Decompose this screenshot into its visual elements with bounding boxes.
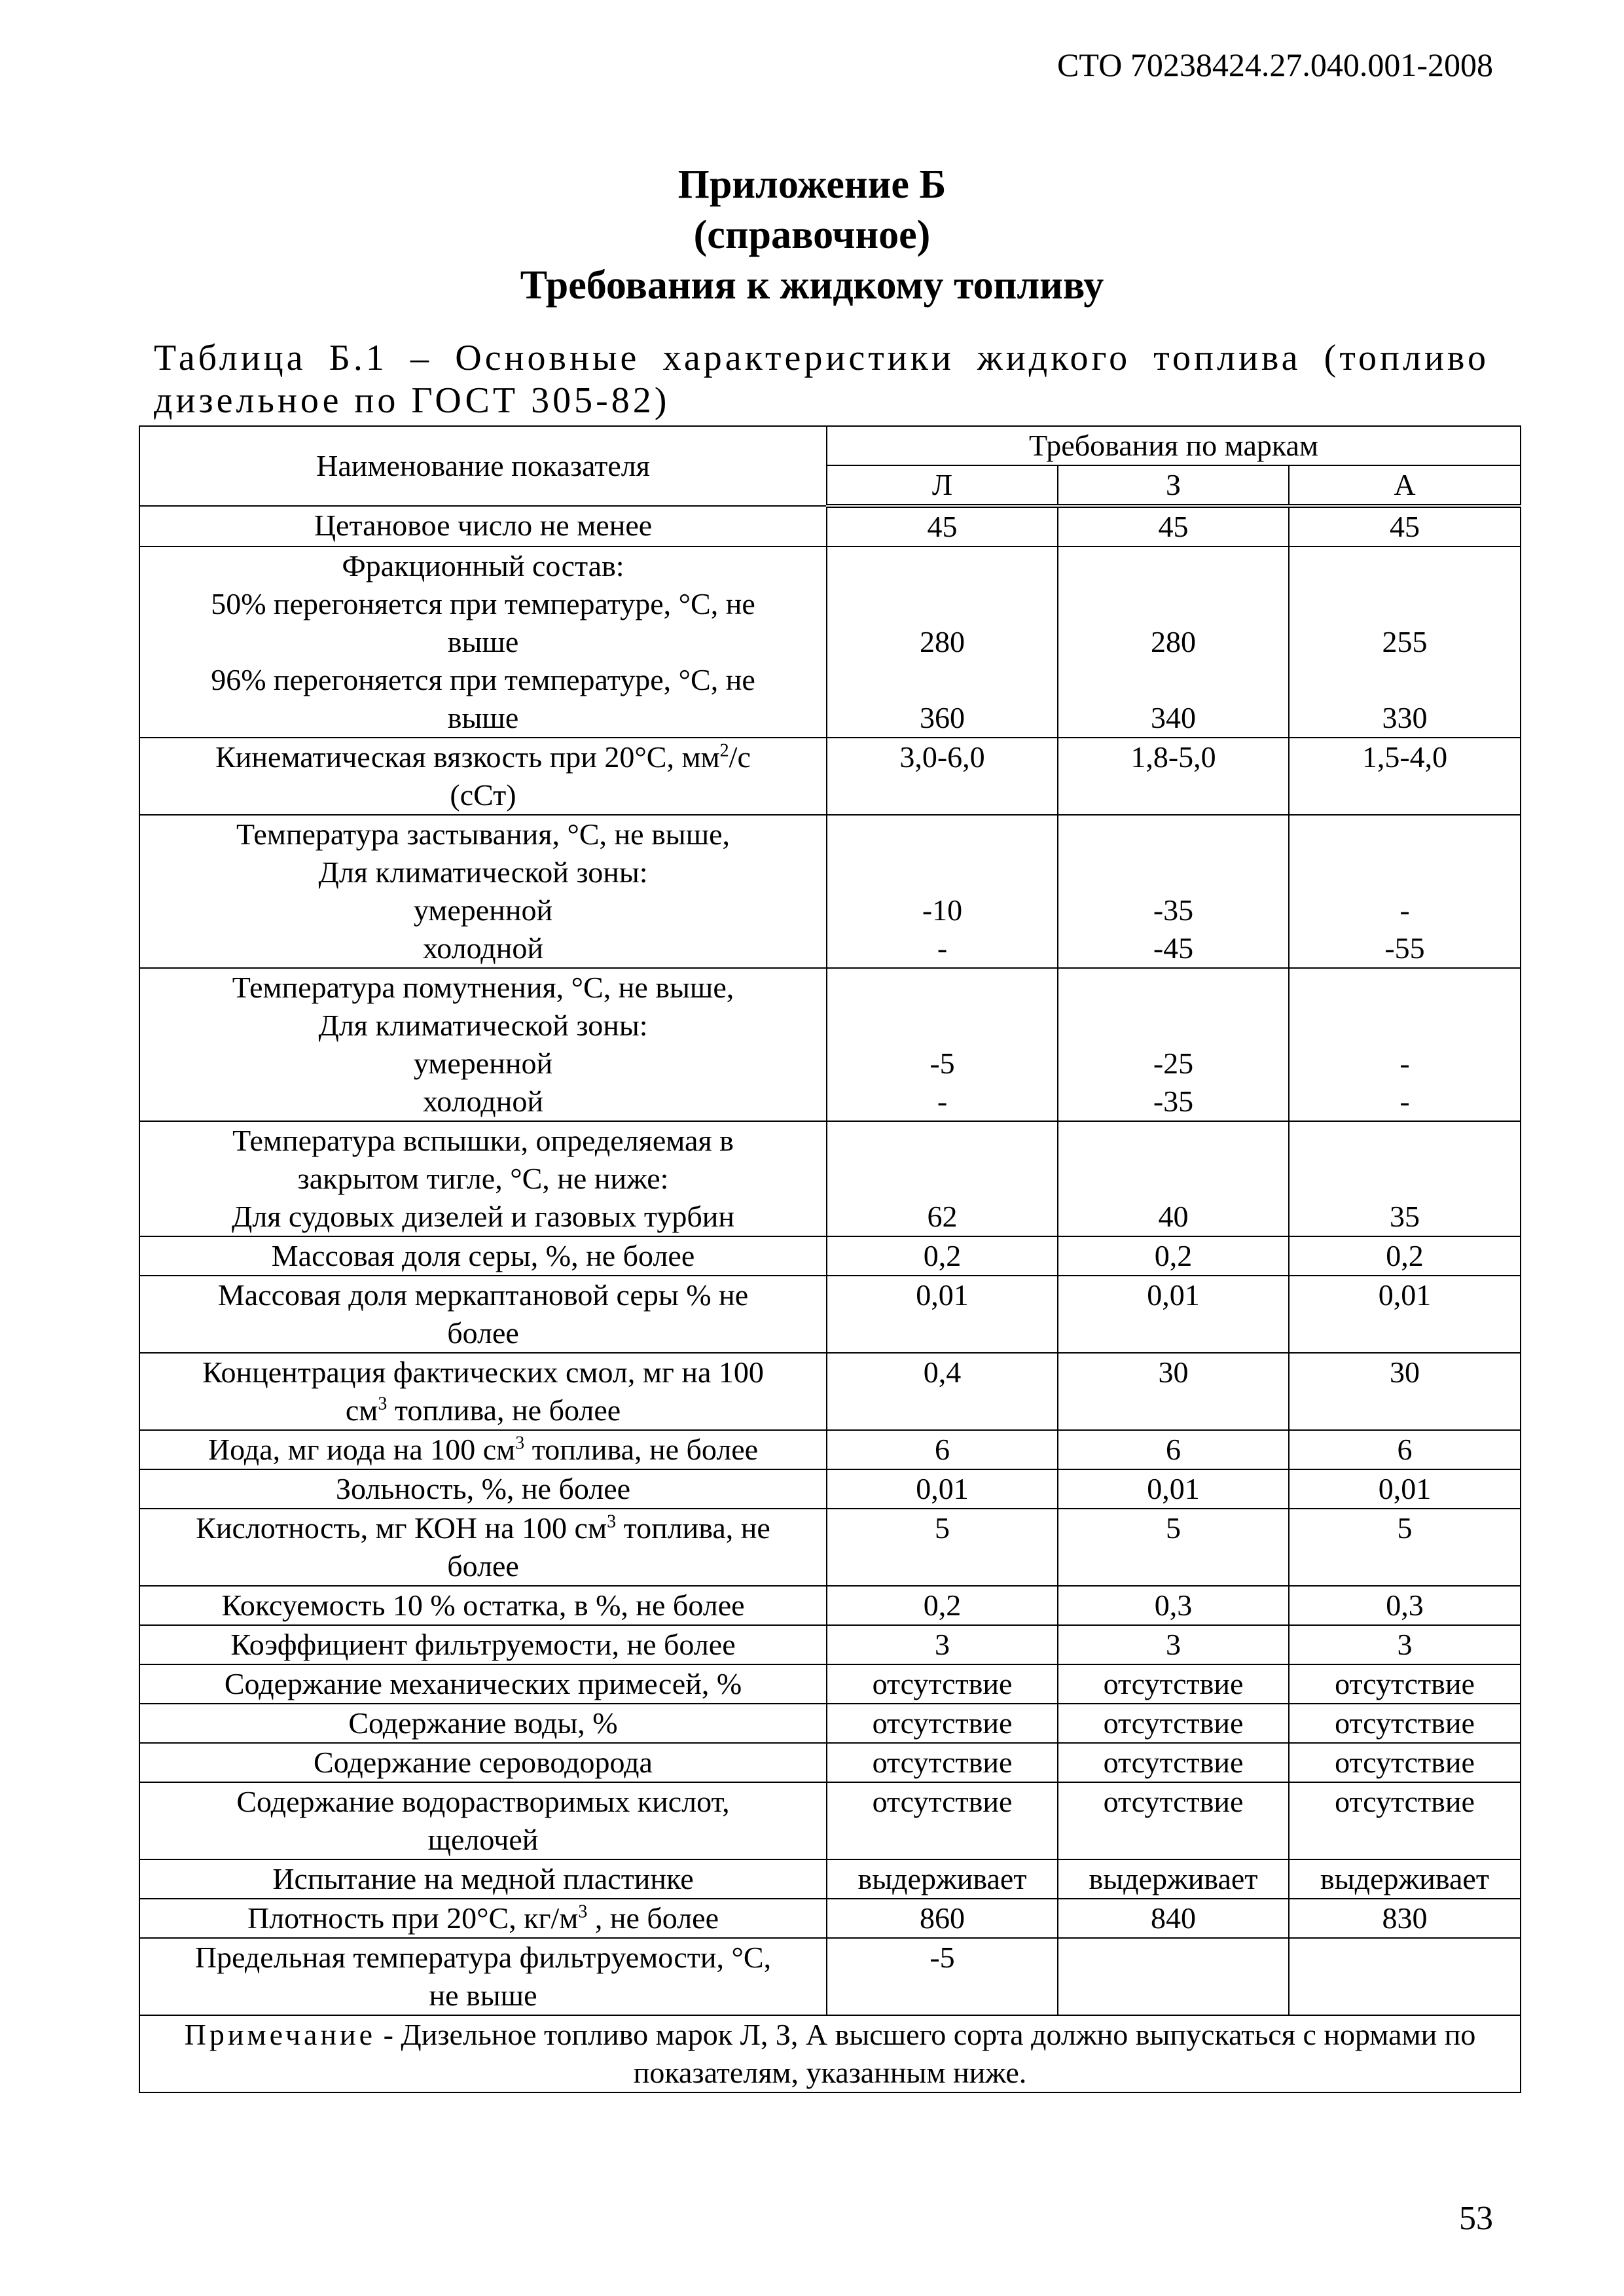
indicator-name: Зольность, %, не более: [335, 1472, 631, 1505]
grade-value-cell: 0,3: [1058, 1586, 1289, 1625]
grade-value-cell: 280 340: [1058, 547, 1289, 738]
indicator-name-cell: [139, 1276, 827, 1353]
grade-value-cell: 6: [827, 1430, 1058, 1469]
grade-value-cell: отсутствие: [827, 1782, 1058, 1859]
header-requirements-by-grade: Требования по маркам: [827, 426, 1521, 465]
indicator-name-cell: [139, 1469, 827, 1509]
table-row: [139, 1353, 1521, 1430]
appendix-heading: Требования к жидкому топливу: [520, 263, 1104, 308]
unit-superscript: 3: [578, 1901, 588, 1922]
indicator-name-cell: [139, 1625, 827, 1664]
indicator-name-cell: [139, 547, 827, 738]
table-body: [139, 506, 1521, 2015]
grade-value-cell: - -: [1289, 968, 1521, 1121]
table-row: [139, 1509, 1521, 1586]
unit-superscript: 3: [515, 1433, 525, 1454]
table-row: [139, 1782, 1521, 1859]
grade-value-cell: 0,01: [827, 1276, 1058, 1353]
grade-value-cell: 3: [1058, 1625, 1289, 1664]
indicator-name: Содержание механических примесей, %: [224, 1667, 742, 1700]
header-indicator-name: Наименование показателя: [139, 426, 827, 506]
grade-value-cell: [1289, 1938, 1521, 2015]
table-row: [139, 1469, 1521, 1509]
header-row: [139, 426, 1521, 465]
grade-value-cell: 0,4: [827, 1353, 1058, 1430]
grade-value-cell: 3,0-6,0: [827, 738, 1058, 815]
appendix-subtitle: (справочное): [693, 213, 931, 257]
grade-value-cell: -10 -: [827, 815, 1058, 968]
indicator-name-cell: [139, 1509, 827, 1586]
document-code: СТО 70238424.27.040.001-2008: [1057, 46, 1493, 83]
fuel-requirements-table: [139, 425, 1521, 2093]
grade-value-cell: 35: [1289, 1121, 1521, 1236]
indicator-name-cell: [139, 738, 827, 815]
table-row: [139, 1743, 1521, 1782]
indicator-name-tail: топлива, не более: [524, 1433, 759, 1466]
grade-value-cell: 0,01: [827, 1469, 1058, 1509]
indicator-name-cell: [139, 1664, 827, 1704]
grade-value-cell: 5: [1289, 1509, 1521, 1586]
table-row: [139, 1899, 1521, 1938]
indicator-name: Концентрация фактических смол, мг на 100 см: [202, 1355, 764, 1427]
table-row: [139, 1276, 1521, 1353]
grade-value-cell: отсутствие: [1058, 1664, 1289, 1704]
grade-value-cell: [1058, 1938, 1289, 2015]
grade-value-cell: отсутствие: [827, 1704, 1058, 1743]
grade-value-cell: 0,2: [827, 1586, 1058, 1625]
table-row: [139, 1625, 1521, 1664]
indicator-name-tail: топлива, не более: [447, 1511, 770, 1583]
table-row: [139, 506, 1521, 547]
indicator-name-cell: [139, 815, 827, 968]
grade-value-cell: выдерживает: [1289, 1859, 1521, 1899]
unit-superscript: 2: [719, 740, 729, 761]
grade-value-cell: отсутствие: [827, 1743, 1058, 1782]
grade-value-cell: - -55: [1289, 815, 1521, 968]
appendix-title: Приложение Б: [677, 162, 947, 207]
grade-value-cell: 280 360: [827, 547, 1058, 738]
grade-value-cell: -5 -: [827, 968, 1058, 1121]
indicator-name: Испытание на медной пластинке: [272, 1862, 694, 1895]
indicator-name: Температура застывания, °С, не выше, Для климатической зоны: умеренной холодной: [236, 817, 731, 965]
grade-value-cell: 30: [1058, 1353, 1289, 1430]
indicator-name: Содержание воды, %: [348, 1706, 618, 1740]
grade-value-cell: 0,2: [1058, 1236, 1289, 1276]
grade-value-cell: -25 -35: [1058, 968, 1289, 1121]
grade-value-cell: 5: [1058, 1509, 1289, 1586]
indicator-name-cell: [139, 1704, 827, 1743]
indicator-name: Температура помутнения, °С, не выше, Для климатической зоны: умеренной холодной: [232, 971, 734, 1118]
grade-value-cell: 0,2: [1289, 1236, 1521, 1276]
grade-value-cell: -35 -45: [1058, 815, 1289, 968]
grade-value-cell: выдерживает: [827, 1859, 1058, 1899]
indicator-name-cell: [139, 506, 827, 547]
header-grade: З: [1058, 465, 1289, 506]
grade-value-cell: 0,01: [1058, 1276, 1289, 1353]
indicator-name: Иода, мг иода на 100 см: [208, 1433, 516, 1466]
grade-value-cell: 840: [1058, 1899, 1289, 1938]
grade-value-cell: отсутствие: [1289, 1664, 1521, 1704]
grade-value-cell: отсутствие: [1289, 1782, 1521, 1859]
page-number: 53: [1459, 2200, 1493, 2237]
grade-value-cell: 1,5-4,0: [1289, 738, 1521, 815]
indicator-name-cell: [139, 1899, 827, 1938]
indicator-name-tail: , не более: [587, 1901, 719, 1935]
indicator-name-cell: [139, 1586, 827, 1625]
indicator-name-cell: [139, 1938, 827, 2015]
indicator-name-cell: [139, 1236, 827, 1276]
indicator-name: Плотность при 20°С, кг/м: [247, 1901, 579, 1935]
header-grade: Л: [827, 465, 1058, 506]
grade-value-cell: 45: [1289, 506, 1521, 547]
grade-value-cell: 45: [827, 506, 1058, 547]
table-row: [139, 1704, 1521, 1743]
indicator-name: Коэффициент фильтруемости, не более: [230, 1628, 736, 1661]
table-row: [139, 968, 1521, 1121]
indicator-name-cell: [139, 1353, 827, 1430]
unit-superscript: 3: [607, 1511, 617, 1532]
table-row: [139, 1236, 1521, 1276]
grade-value-cell: 0,2: [827, 1236, 1058, 1276]
indicator-name: Предельная температура фильтруемости, °С, не выше: [194, 1941, 772, 2012]
note-text: - Дизельное топливо марок Л, З, А высшего сорта должно выпускаться с нормами по показателям, указанным ниже.: [376, 2018, 1476, 2089]
table-row: [139, 1938, 1521, 2015]
indicator-name: Температура вспышки, определяемая в закрытом тигле, °С, не ниже: Для судовых дизелей и газовых турбин: [231, 1124, 735, 1233]
indicator-name: Массовая доля меркаптановой серы % не более: [217, 1278, 749, 1350]
grade-value-cell: 0,3: [1289, 1586, 1521, 1625]
grade-value-cell: 255 330: [1289, 547, 1521, 738]
table-row: [139, 1586, 1521, 1625]
indicator-name-tail: /с (сСт): [450, 740, 751, 812]
grade-value-cell: 6: [1289, 1430, 1521, 1469]
indicator-name-cell: [139, 1859, 827, 1899]
grade-value-cell: 0,01: [1289, 1469, 1521, 1509]
grade-value-cell: отсутствие: [1289, 1704, 1521, 1743]
grade-value-cell: выдерживает: [1058, 1859, 1289, 1899]
grade-value-cell: 0,01: [1289, 1276, 1521, 1353]
indicator-name: Кинематическая вязкость при 20°С, мм: [215, 740, 720, 774]
indicator-name: Содержание сероводорода: [314, 1746, 653, 1779]
grade-value-cell: отсутствие: [1289, 1743, 1521, 1782]
grade-value-cell: 62: [827, 1121, 1058, 1236]
indicator-name-cell: [139, 1121, 827, 1236]
table-note: [139, 2015, 1521, 2092]
table-row: [139, 1430, 1521, 1469]
grade-value-cell: 3: [827, 1625, 1058, 1664]
table-row: [139, 1121, 1521, 1236]
grade-value-cell: 5: [827, 1509, 1058, 1586]
grade-value-cell: 0,01: [1058, 1469, 1289, 1509]
unit-superscript: 3: [378, 1393, 388, 1414]
indicator-name-cell: [139, 1743, 827, 1782]
grade-value-cell: 40: [1058, 1121, 1289, 1236]
indicator-name-cell: [139, 1782, 827, 1859]
grade-value-cell: отсутствие: [1058, 1782, 1289, 1859]
table-row: [139, 815, 1521, 968]
table-row: [139, 1664, 1521, 1704]
indicator-name: Коксуемость 10 % остатка, в %, не более: [221, 1588, 745, 1622]
indicator-name: Цетановое число не менее: [314, 509, 653, 542]
grade-value-cell: отсутствие: [1058, 1704, 1289, 1743]
grade-value-cell: 6: [1058, 1430, 1289, 1469]
grade-value-cell: отсутствие: [827, 1664, 1058, 1704]
indicator-name: Кислотность, мг КОН на 100 см: [196, 1511, 607, 1545]
note-row: [139, 2015, 1521, 2092]
indicator-name-cell: [139, 1430, 827, 1469]
header-grade: А: [1289, 465, 1521, 506]
grade-value-cell: 3: [1289, 1625, 1521, 1664]
grade-value-cell: -5: [827, 1938, 1058, 2015]
table-row: [139, 1859, 1521, 1899]
grade-value-cell: 1,8-5,0: [1058, 738, 1289, 815]
note-label: Примечание: [184, 2018, 376, 2051]
indicator-name: Массовая доля серы, %, не более: [271, 1239, 695, 1272]
table-row: [139, 547, 1521, 738]
indicator-name-cell: [139, 968, 827, 1121]
grade-value-cell: 860: [827, 1899, 1058, 1938]
grade-value-cell: 45: [1058, 506, 1289, 547]
table-row: [139, 738, 1521, 815]
table-caption: Таблица Б.1 – Основные характеристики жидкого топлива (топливо дизельное по ГОСТ 305-82): [154, 338, 1489, 421]
grade-value-cell: отсутствие: [1058, 1743, 1289, 1782]
indicator-name: Содержание водорастворимых кислот, щелочей: [236, 1785, 730, 1856]
grade-value-cell: 30: [1289, 1353, 1521, 1430]
indicator-name-tail: топлива, не более: [387, 1393, 621, 1427]
indicator-name: Фракционный состав: 50% перегоняется при температуре, °С, не выше 96% перегоняется при температуре, °С, не выше: [211, 549, 755, 734]
grade-value-cell: 830: [1289, 1899, 1521, 1938]
